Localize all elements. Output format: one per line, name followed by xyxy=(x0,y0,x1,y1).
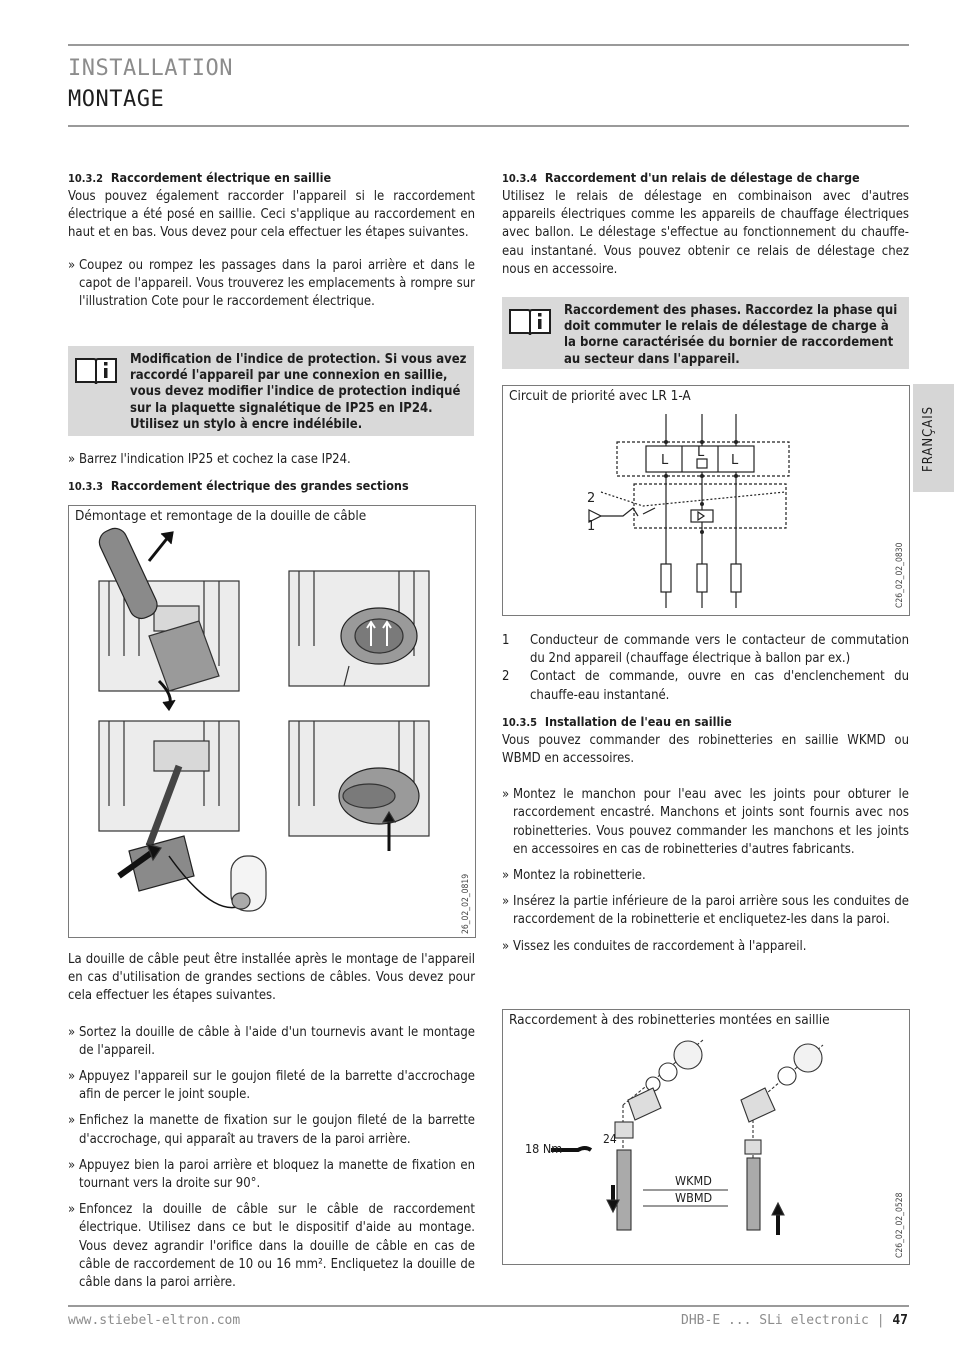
phase-label-l3: L xyxy=(731,453,739,468)
phase-label-l2: L xyxy=(697,445,705,460)
step-press-device: » Appuyez l'appareil sur le goujon fileté de la barrette d'accrochage afin de percer le joint souple. xyxy=(68,1069,475,1103)
step-insert-handle: » Enfichez la manette de fixation sur le goujon fileté de la barrette d'accrochage, qui apparaît au travers de la paroi arrière. xyxy=(68,1113,475,1147)
step-screw-pipes: » Vissez les conduites de raccordement à l'appareil. xyxy=(502,938,807,954)
paragraph-10-3-5-intro: Vous pouvez commander des robinetteries en saillie WKMD ou WBMD en accessoires. xyxy=(502,732,909,767)
header-top-rule xyxy=(68,44,909,46)
language-tab xyxy=(913,384,954,492)
heading-10-3-4: 10.3.4 Raccordement d'un relais de délestage de charge xyxy=(502,170,860,185)
figure-surface-fittings-code: C26_02_02_0528 xyxy=(895,1192,905,1258)
wkmd-label: WKMD xyxy=(675,1173,712,1188)
figure-priority-circuit-code: C26_02_02_0830 xyxy=(895,542,905,608)
heading-10-3-3: 10.3.3 Raccordement électrique des grandes sections xyxy=(68,478,409,494)
right-column-lower xyxy=(502,632,909,956)
step-push-grommet: » Enfoncez la douille de câble sur le câble de raccordement électrique. Utilisez dans ce but le dispositif d'aide au montage. Vous devez agrandir l'orifice dans la douille de câble en cas de câble de raccordement de 10 ou 16 mm². Encliquetez la douille de câble dans la paroi arrière. xyxy=(68,1202,475,1291)
priority-circuit-diagram xyxy=(503,386,909,615)
header-bottom-rule xyxy=(68,125,909,127)
section-title-montage: MONTAGE xyxy=(68,87,165,112)
footer-product: DHB-E ... SLi electronic xyxy=(681,1313,869,1328)
paragraph-10-3-2-intro: Vous pouvez également raccorder l'appareil si le raccordement électrique a été posé en saillie. Ceci s'applique au raccordement en haut et en bas. Vous devez pour cela effectuer les étapes suivantes. xyxy=(68,189,475,241)
surface-fittings-illustration xyxy=(503,1010,909,1264)
paragraph-10-3-3-intro: La douille de câble peut être installée après le montage de l'appareil en cas d'utilisation de grandes sections de câbles. Vous devez pour cela effectuer les étapes suivantes. xyxy=(68,952,475,1004)
section-title-installation: INSTALLATION xyxy=(68,56,233,81)
left-column xyxy=(68,169,475,311)
left-column-after-note xyxy=(68,451,475,496)
note-protection-text: Modification de l'indice de protection. Si vous avez raccordé l'appareil par une connexion en saillie, vous devez modifier l'indice de protection indiqué sur la plaquette signalétique de IP25 en IP24. Utilisez un stylo à encre indélébile. xyxy=(130,352,467,432)
step-mount-fitting: » Montez la robinetterie. xyxy=(502,868,646,884)
heading-10-3-5: 10.3.5 Installation de l'eau en saillie xyxy=(502,713,732,729)
footer-separator: | xyxy=(876,1313,885,1328)
language-tab-label: FRANÇAIS xyxy=(921,405,936,472)
page-number: 47 xyxy=(892,1313,908,1328)
diagram-callout-2: 2 xyxy=(587,491,596,506)
left-column-bottom xyxy=(68,951,475,1292)
step-mount-sleeve: » Montez le manchon pour l'eau avec les joints pour obturer le raccordement encastré. Manchons et joints sont fournis avec nos robinetteries. Vous pouvez commander les manchons et les joints en accessoires en cas de robinetteries d'autres fabricants. xyxy=(502,787,909,857)
wrench-size-label: 24 xyxy=(603,1132,617,1146)
paragraph-10-3-4-intro: Utilisez le relais de délestage en combinaison avec d'autres appareils électriques comme les appareils de chauffage électriques avec ballon. Le délestage s'effectue au fonctionnement du chauffe-eau instantané. Vous pouvez obtenir ce relais de délestage chez nous en accessoire. xyxy=(502,189,909,277)
figure-cable-grommet-code: 26_02_02_0819 xyxy=(461,873,471,934)
right-column xyxy=(502,169,909,279)
footer-website: www.stiebel-eltron.com xyxy=(68,1313,241,1328)
legend-item-1: 1 Conducteur de commande vers le contacteur de commutation du 2nd appareil (chauffage électrique à ballon par ex.) xyxy=(502,633,909,667)
wbmd-label: WBMD xyxy=(675,1190,713,1205)
note-protection-index xyxy=(68,346,474,436)
figure-surface-fittings-caption: Raccordement à des robinetteries montées en saillie xyxy=(509,1012,830,1028)
footer-rule xyxy=(68,1305,909,1307)
figure-surface-fittings xyxy=(502,1009,910,1265)
step-insert-backplate: » Insérez la partie inférieure de la paroi arrière sous les conduites de raccordement de la robinetterie et encliquetez-les dans la paroi. xyxy=(502,894,909,928)
cable-grommet-illustration xyxy=(69,506,475,937)
legend-item-2: 2 Contact de commande, ouvre en cas d'enclenchement du chauffe-eau instantané. xyxy=(502,669,909,703)
torque-label: 18 Nm xyxy=(525,1141,563,1156)
figure-cable-grommet-caption: Démontage et remontage de la douille de câble xyxy=(75,508,367,524)
footer-product-page xyxy=(681,1313,908,1328)
info-book-icon xyxy=(508,307,552,337)
figure-priority-circuit-caption: Circuit de priorité avec LR 1-A xyxy=(509,388,691,404)
figure-priority-circuit xyxy=(502,385,910,616)
figure-cable-grommet xyxy=(68,505,476,938)
diagram-callout-1: 1 xyxy=(587,519,596,534)
heading-10-3-2: 10.3.2 Raccordement électrique en saillie xyxy=(68,170,332,185)
step-cross-ip25: » Barrez l'indication IP25 et cochez la case IP24. xyxy=(68,452,351,467)
phase-label-l1: L xyxy=(661,453,669,468)
step-remove-grommet: » Sortez la douille de câble à l'aide d'un tournevis avant le montage de l'appareil. xyxy=(68,1024,475,1058)
info-book-icon xyxy=(74,356,118,386)
step-cut-passages: » Coupez ou rompez les passages dans la paroi arrière et dans le capot de l'appareil. Vous trouverez les emplacements à rompre sur l'illustration Cote pour le raccordement électrique. xyxy=(68,257,475,310)
step-lock-handle: » Appuyez bien la paroi arrière et bloquez la manette de fixation en tournant vers la droite sur 90°. xyxy=(68,1157,475,1192)
note-phase-connection xyxy=(502,297,909,369)
note-phase-text: Raccordement des phases. Raccordez la phase qui doit commuter le relais de délestage de charge à la borne caractérisée du bornier de raccordement au secteur dans l'appareil. xyxy=(564,303,898,367)
